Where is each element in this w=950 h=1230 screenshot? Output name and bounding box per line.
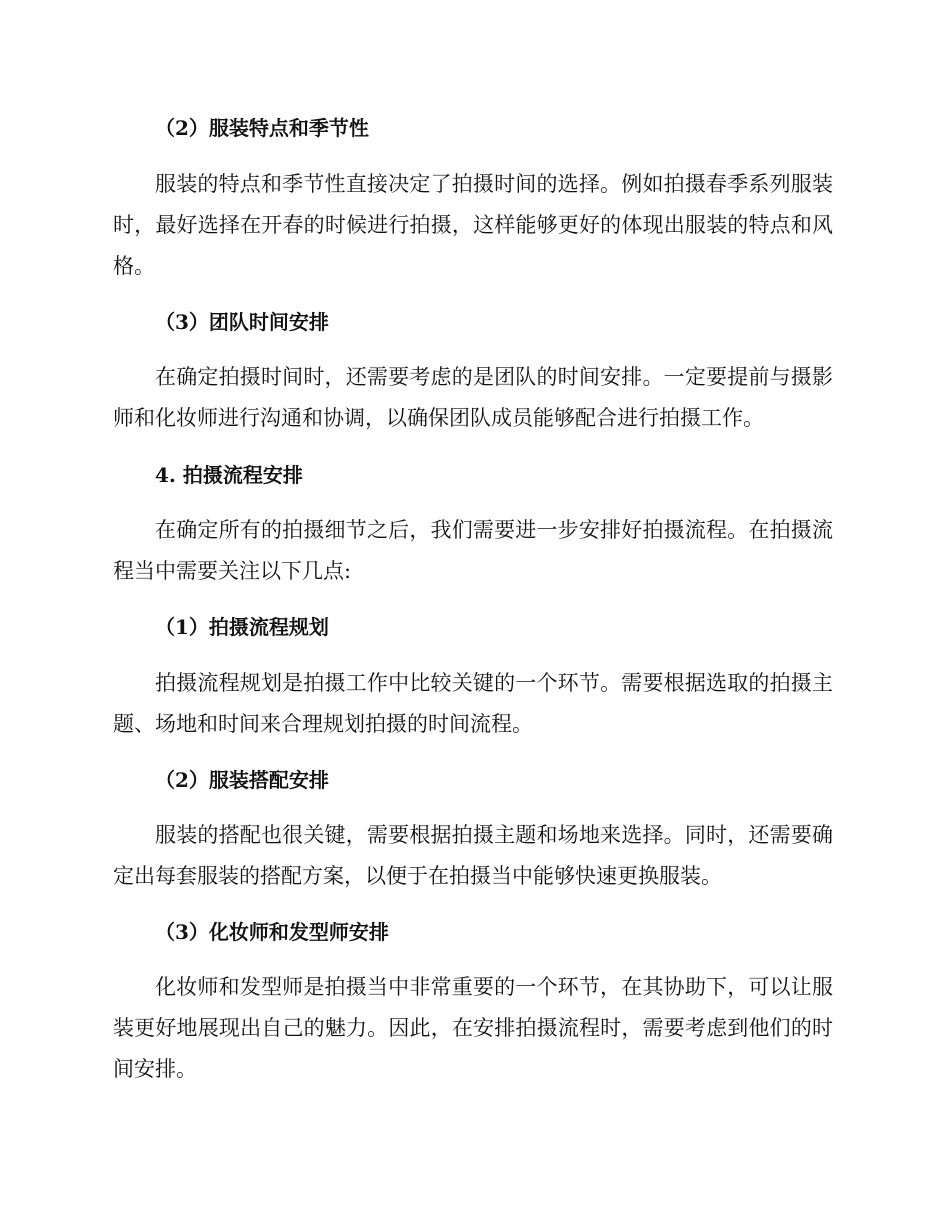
subheading-outfit-arrangement: （2）服装搭配安排 [155, 768, 329, 792]
subheading-team-schedule: （3）团队时间安排 [155, 310, 329, 334]
subheading-makeup-hair: （3）化妆师和发型师安排 [155, 920, 389, 944]
subheading-clothing-season: （2）服装特点和季节性 [155, 116, 369, 140]
subheading-process-planning: （1）拍摄流程规划 [155, 615, 329, 639]
paragraph-clothing-season: 服装的特点和季节性直接决定了拍摄时间的选择。例如拍摄春季系列服装时，最好选择在开春的时候进行拍摄，这样能够更好的体现出服装的特点和风格。 [113, 172, 833, 278]
paragraph-shooting-process-intro: 在确定所有的拍摄细节之后，我们需要进一步安排好拍摄流程。在拍摄流程当中需要关注以下几点: [113, 518, 833, 583]
paragraph-process-planning: 拍摄流程规划是拍摄工作中比较关键的一个环节。需要根据选取的拍摄主题、场地和时间来合理规划拍摄的时间流程。 [113, 671, 833, 736]
paragraph-team-schedule: 在确定拍摄时间时，还需要考虑的是团队的时间安排。一定要提前与摄影师和化妆师进行沟通和协调，以确保团队成员能够配合进行拍摄工作。 [113, 365, 833, 430]
paragraph-outfit-arrangement: 服装的搭配也很关键，需要根据拍摄主题和场地来选择。同时，还需要确定出每套服装的搭配方案，以便于在拍摄当中能够快速更换服装。 [113, 823, 833, 888]
section-heading-shooting-process: 4. 拍摄流程安排 [155, 463, 303, 487]
paragraph-makeup-hair: 化妆师和发型师是拍摄当中非常重要的一个环节，在其协助下，可以让服装更好地展现出自己的魅力。因此，在安排拍摄流程时，需要考虑到他们的时间安排。 [113, 975, 833, 1081]
